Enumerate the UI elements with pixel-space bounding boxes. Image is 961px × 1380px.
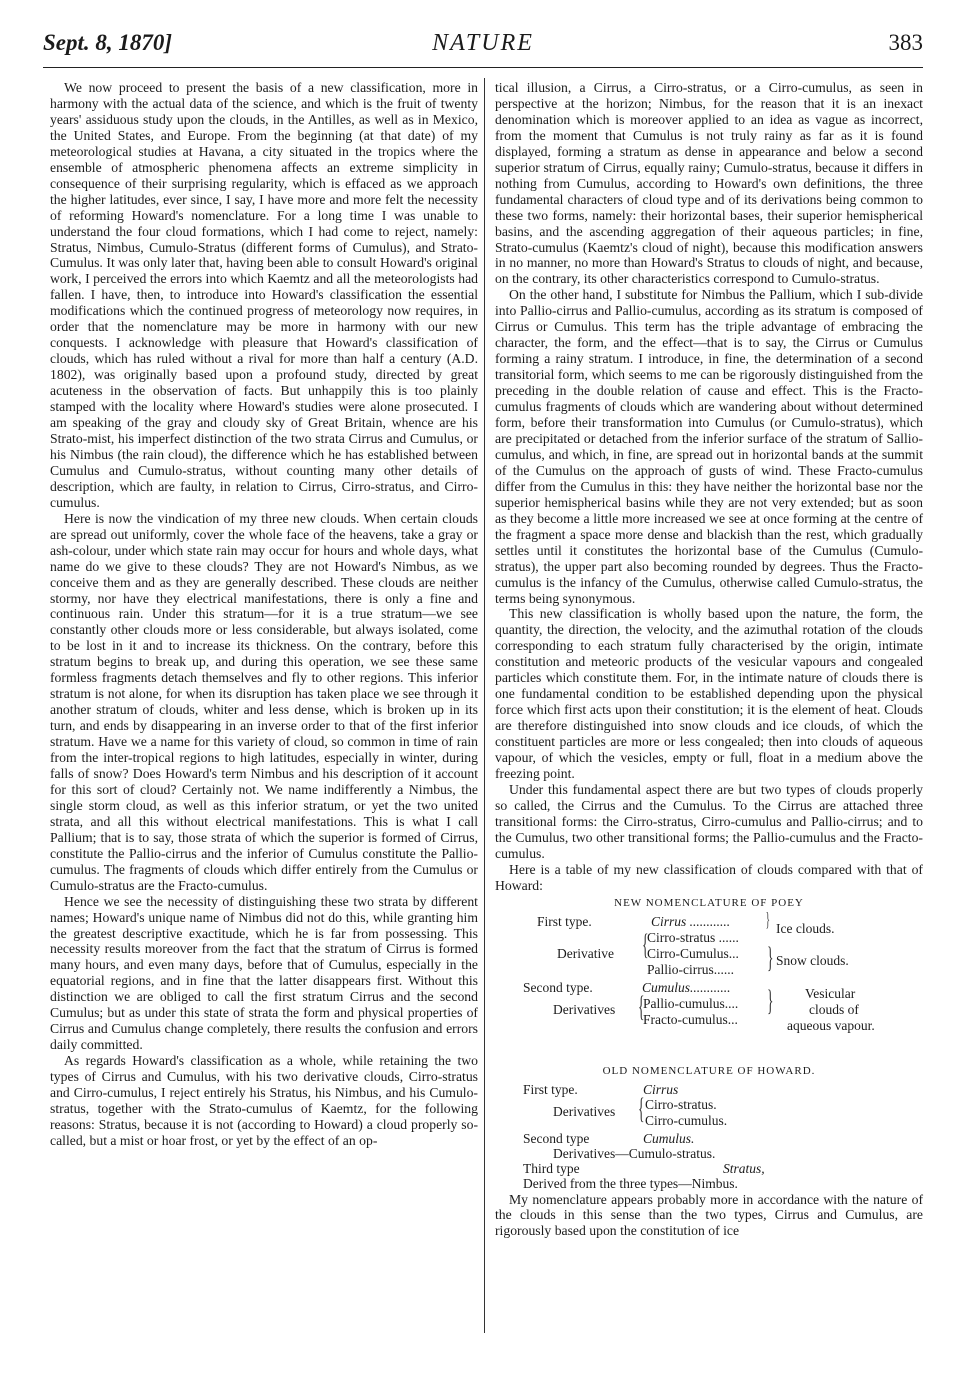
running-header	[43, 30, 923, 64]
journal-title: NATURE	[432, 30, 534, 56]
table-cell: Derivatives	[553, 1001, 616, 1017]
table-cell: Fracto-cumulus...	[643, 1011, 738, 1027]
table-cell: Derived from the three types—Nimbus.	[523, 1175, 738, 1191]
table-cell: aqueous vapour.	[787, 1017, 875, 1033]
table-cell: Cumulus.	[643, 1130, 695, 1146]
header-rule	[43, 67, 923, 68]
table-cell: Derivative	[557, 945, 614, 961]
paragraph: Hence we see the necessity of distinguishing these two strata by different names; Howard's unique name of Nimbus did not do this, while granting him the greatest descriptive exactitude, which he is far from possessing. This necessity results moreover from the fact that the stratum of Cirrus is formed many hours, and even many days, before that of Cumulus, especially in the equatorial regions, and in fine that the latter disappears first. Without this distinction we are obliged to call the first stratum Cirrus and the second Cumulus; but as under this state of strata the form and physical properties of Cirrus and Cumulus change completely, there results the confusion and errors daily committed.	[50, 893, 478, 1053]
table-cell: Cirro-stratus ......	[647, 929, 739, 945]
paragraph: Under this fundamental aspect there are but two types of clouds properly so called, the Cirrus and the Cumulus. To the Cirrus are attached three transitional forms: the Cirro-stratus, Cirro-cumulus and Pallio-cirrus; and to the Cumulus, two other transitional forms; the Pallio-cumulus and the Fracto-cumulus.	[495, 781, 923, 861]
brace-icon: {	[637, 989, 645, 1023]
howard-nomenclature-table	[495, 1082, 923, 1192]
table-caption-old: OLD NOMENCLATURE OF HOWARD.	[602, 1064, 816, 1077]
paragraph: Here is a table of my new classification of clouds compared with that of Howard:	[495, 861, 923, 893]
table-cell: clouds of	[809, 1001, 859, 1017]
table-cell: Derivatives—Cumulo-stratus.	[553, 1145, 716, 1161]
table-cell: Cirro-stratus.	[645, 1096, 717, 1112]
table-cell: Cirro-cumulus.	[645, 1112, 728, 1128]
column-divider	[484, 78, 485, 1333]
issue-date: Sept. 8, 1870]	[43, 30, 173, 55]
brace-icon: {	[641, 927, 649, 961]
table-cell: Snow clouds.	[776, 952, 849, 968]
table-caption-new: NEW NOMENCLATURE OF POEY	[614, 896, 804, 909]
poey-nomenclature-table	[495, 908, 923, 1062]
paragraph: As regards Howard's classification as a whole, while retaining the two types of Cirrus and Cumulus, with his two derivative clouds, Cirro-stratus and Cirro-cumulus, I reject entirely his Stratus, his Nimbus, and his Cumulo-stratus, together with the Strato-cumulus of Kaemtz, for the following reasons: Stratus, because it is not (according to Howard) a cloud properly so-called, but a mist or hoar frost, or yet by the effect of an op-	[50, 1053, 478, 1148]
paragraph: On the other hand, I substitute for Nimbus the Pallium, which I sub-divide into Pallio-cirrus and Pallio-cumulus, according as its stratum is composed of Cirrus or Cumulus. This term has the triple advantage of embracing the character, the form, and the effect—that is to say, the Cirrus or Cumulus forming a rainy stratum. I introduce, in fine, the determination of a second transitorial form, which seems to me can be rigorously distinguished from the preceding in the double relation of cause and effect. This is the Fracto-cumulus fragments of clouds which are wandering about without determined form, before their transformation into Cumulus (or Cumulo-stratus), which are precipitated or detached from the inferior surface of the stratum of Sallio-cumulus, and which, in fine, are spread out in horizontal bands at the summit of the Cumulus on the approach of gusts of wind. These Fracto-cumulus differ from the Cumulus in this: they have neither the horizontal base nor the superior hemispherical basins while they are not very extended; but as soon as they become a little more increased we see at once forming at the centre of the fragment a space more dense and blackish than the rest, which gradually settles until it constitutes the horizontal base of the Cumulus (Cumulo-stratus), the upper part also becoming rounded by degrees. Thus the Fracto-cumulus is the infancy of the Cumulus, otherwise called Cumulo-stratus, the terms being synonymous.	[495, 287, 923, 606]
table-cell: Cirrus	[643, 1081, 679, 1097]
brace-icon: }	[765, 908, 770, 931]
table-cell: Cirrus ............	[651, 913, 731, 929]
table-cell: Second type	[523, 1130, 590, 1146]
table-cell: Stratus,	[723, 1160, 765, 1176]
table-cell: Cumulus............	[642, 979, 731, 995]
brace-icon: }	[766, 983, 774, 1017]
paragraph: My nomenclature appears probably more in accordance with the nature of the clouds in this sense than the two types, Cirrus and Cumulus, are rigorously based upon the constitution of ice	[495, 1191, 923, 1239]
paragraph: This new classification is wholly based upon the nature, the form, the quantity, the direction, the velocity, and the azimuthal rotation of the clouds corresponding to each stratum fully characterised by the origin, intimate constitution and meteoric products of the vesicular vapours and congealed particles which constitute them. For, in the intimate nature of clouds there is one fundamental condition to be established depending upon the physical force which first acts upon their constitution; it is the element of heat. Clouds are therefore distinguished into snow clouds and ice clouds, of which the constituent particles are more or less congealed; then into clouds of aqueous vapour, of which the vesicles, empty or full, float in a medium above the freezing point.	[495, 606, 923, 781]
brace-icon: {	[637, 1091, 645, 1125]
table-cell: Vesicular	[805, 985, 856, 1001]
brace-icon: }	[766, 940, 774, 974]
table-cell: First type.	[523, 1081, 578, 1097]
page-number: 383	[888, 30, 923, 55]
table-cell: Second type.	[523, 979, 593, 995]
paragraph: tical illusion, a Cirrus, a Cirro-stratus, or a Cirro-cumulus, as seen in perspective at the horizon; Nimbus, for the reason that it is an inexact denomination which is moreover applied to an idea as vague as incorrect, from the moment that Cumulus is not truly rainy as far as it is found displayed, forming a stratum as dense in appearance and below a second superior stratum of Cirrus, equally rainy; Cumulo-stratus, because it differs in nothing from Cumulus, according to Howard's own definitions, the three fundamental characters of cloud type and of its derivations being common to these two forms, namely: their horizontal bases, their superior hemispherical basins, and the ascending aggregation of their aqueous particles; in fine, Strato-cumulus (Kaemtz's cloud of night), because this modification answers in no manner, no more than Howard's Stratus to clouds of night, and because, on the contrary, its other characteristics correspond to Cumulo-stratus.	[495, 80, 923, 287]
table-cell: Ice clouds.	[776, 920, 835, 936]
table-cell: Cirro-Cumulus...	[647, 945, 739, 961]
paragraph: We now proceed to present the basis of a new classification, more in harmony with the actual data of the science, and which is the fruit of twenty years' assiduous study upon the clouds, in the Antilles, as well as in Mexico, the United States, and Europe. From the beginning (at that date) of my meteorological studies at Havana, a city situated in the tropics where the ensemble of atmospheric phenomena affects an extreme simplicity in consequence of their surprising regularity, which is effaced as we approach the higher latitudes, ever since, I say, I have more and more felt the necessity of reforming Howard's nomenclature. For a long time I was unable to understand the four cloud formations, which I had come to reject, namely: Stratus, Nimbus, Cumulo-Stratus (different forms of Cumulus), and Strato-Cumulus. It was only later that, having been able to consult Howard's original work, I perceived the errors into which Kaemtz and all the meteorologists had fallen. I have, then, to introduce into Howard's classification the essential modifications which the continued progress of meteorology now requires, in order that the nomenclature may be more in harmony with our new conquests. I acknowledge with pleasure that Howard's classification of clouds, which has ruled without a rival for more than half a century (A.D. 1802), was originally based upon a profound study, directed by great acuteness in the observation of facts. But unhappily this is too plainly stamped with the locality where Howard's studies were alone prosecuted. I am speaking of the gray and cloudy sky of Great Britain, whence are his Strato-mist, his imperfect distinction of the two strata Cirrus and Cumulus, or his Nimbus (the rain cloud), the difference which he has established between Cumulus and Cumulo-stratus, without counting many other details of description, which are faulty, in relation to Cirrus, Cirro-stratus, and Cirro-cumulus.	[50, 80, 478, 510]
table-cell: Pallio-cirrus......	[647, 961, 734, 977]
table-cell: Pallio-cumulus....	[643, 995, 739, 1011]
table-cell: Third type	[523, 1160, 580, 1176]
right-column	[495, 80, 923, 1239]
paragraph: Here is now the vindication of my three new clouds. When certain clouds are spread out uniformly, cover the whole face of the heavens, take a gray or ash-colour, under which state rain may occur for hours and whole days, what name do we give to these clouds? They are not Howard's Nimbus, as we conceive them and as they are generally described. These clouds are neither stormy, nor have they electrical manifestations, there is only a fine and continuous rain. Under this stratum—for it is a true stratum—we see constantly other clouds more or less considerable, but always isolated, come to be lost in it and to increase its thickness. On the contrary, before this stratum begins to break up, and during this operation, we see these same formless fragments detach themselves and fly to other regions. This inferior stratum is not alone, for when its disruption has taken place we see through it another stratum of clouds, whiter and less dense, which is broken up in its turn, and ends by disappearing in an inverse order to that of the first inferior stratum. Have we a name for this variety of cloud, so common in time of rain from the inter-tropical regions to high latitudes, especially in winter, during falls of snow? Does Howard's term Nimbus and his description of it account for this sort of cloud? Certainly not. We name indifferently a Nimbus, the single storm cloud, as well as this inferior stratum, or yet the two united strata, and all this without electrical manifestations. This is what I call Pallium; that is to say, those strata of which the superior is formed of Cirrus, constitute the Pallio-cirrus and the inferior of Cumulus constitute the Pallio-cumulus. The fragments of clouds which differ entirely from the Cumulus or Cumulo-stratus are the Fracto-cumulus.	[50, 510, 478, 893]
table-cell: First type.	[537, 913, 592, 929]
table-cell: Derivatives	[553, 1103, 616, 1119]
left-column	[50, 80, 478, 1149]
